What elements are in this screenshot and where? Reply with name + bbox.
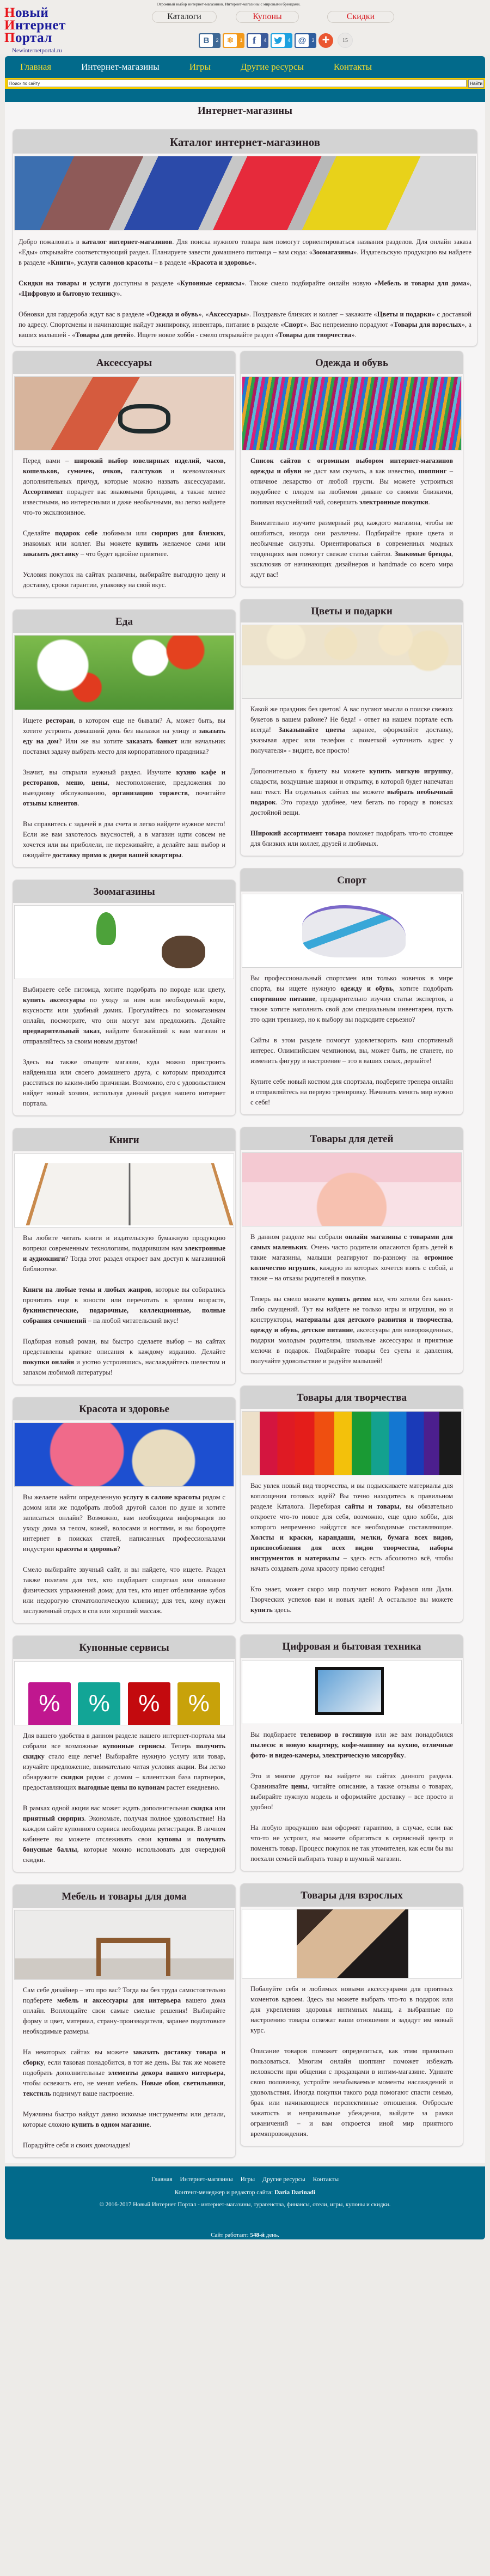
at-sign-icon: @ — [296, 34, 309, 47]
category-text — [241, 450, 463, 587]
category-title[interactable]: Купонные сервисы — [13, 1636, 235, 1659]
share-ok-button[interactable] — [223, 33, 244, 48]
nav-item-online-stores[interactable]: Интернет-магазины — [81, 62, 160, 72]
category-title[interactable]: Аксессуары — [13, 351, 235, 374]
share-count: 3 — [311, 38, 315, 43]
site-header — [0, 0, 490, 54]
percent-tag-icon: % — [177, 1682, 220, 1725]
share-count: 2 — [216, 38, 219, 43]
paragraph: Сам себе дизайнер – это про вас? Тогда вы без труда самостоятельно подберете мебель и аксессуары для интерьера вашего дома онлайн. Воплощайте свои самые смелые решения! Выбирайте форму и цвет, материал, страну-производителя, заранее подготовьте необходимые размеры. — [23, 1986, 225, 2035]
category-text — [241, 699, 463, 856]
paragraph: Здесь вы также отыщете магазин, куда можно пристроить найденыша или своего домашнего друга, с которым приходится расстаться по каким-либо причинам. Возможно, его с удовольствием найдет новый хозяин, используя данный раздел нашего интернет портала. — [23, 1058, 225, 1107]
editor-name: Daria Darinadi — [274, 2189, 316, 2196]
share-total-count: 15 — [338, 33, 353, 48]
paragraph: В данном разделе мы собрали онлайн магазины с товарами для самых маленьких. Очень часто родители опасаются брать детей в такие магазины, малыши реагируют по-разному на огромное количество игрушек, каждую из которых хочется взять с собой, а также – на отказы родителей в покупке. — [250, 1233, 453, 1282]
site-logo[interactable] — [4, 7, 66, 57]
share-count: 1 — [240, 38, 243, 43]
paragraph: Мужчины быстро найдут давно искомые инструменты или детали, которые сложно купить в одном магазине. — [23, 2110, 225, 2128]
sport-image[interactable] — [242, 894, 462, 968]
footer-link-online-stores[interactable]: Интернет-магазины — [180, 2176, 233, 2183]
share-bar — [199, 33, 353, 48]
beauty-image[interactable] — [14, 1423, 234, 1487]
category-title[interactable]: Цветы и подарки — [241, 600, 463, 622]
percent-tag-icon: % — [78, 1682, 120, 1725]
nav-links — [5, 56, 485, 78]
paragraph: Скидки на товары и услуги доступны в разделе «Купонные сервисы». Также смело подбирайте онлайн новую «Мебель и товары для дома», «Цифровую и бытовую технику». — [19, 279, 472, 297]
paragraph: Выбираете себе питомца, хотите подобрать по породе или цвету, купить аксессуары по уходу за ним или необходимый корм, вкусности или удобный домик. Прогуляйтесь по зоомагазинам онлайн, посмотрите, что они могут вам предложить. Делайте предварительный заказ, найдите ближайший к вам магазин и отправляйтесь за своим новым другом! — [23, 986, 225, 1045]
footer-link-home[interactable]: Главная — [151, 2176, 173, 2183]
category-title[interactable]: Еда — [13, 610, 235, 633]
category-sport[interactable] — [240, 868, 463, 1115]
food-image[interactable] — [14, 635, 234, 710]
category-title[interactable]: Товары для взрослых — [241, 1884, 463, 1907]
paragraph: Внимательно изучите размерный ряд каждого магазина, чтобы не ошибиться, иногда они различны. Подбирайте яркие цвета и необычные силуэты. Ориентироваться в современных модных тенденциях вам помогут свежие статьи сайтов. Знакомые бренды, эксклюзив от начинающих дизайнеров и handmade со всего мира ждут вас! — [250, 519, 453, 578]
logo-line — [4, 7, 66, 19]
category-books[interactable] — [13, 1128, 236, 1385]
paragraph: Теперь вы смело можете купить детям все, что хотели без каких-либо смущений. Тут вы найдете не только игры и игрушки, но и конструкторы, материалы для детского развития и творчества, одежду и обувь, детское питание, аксессуары для новорожденных, подарки молодым родителям, школьные аксессуары и приятные мелочи в подарок. Подбирайте товары без суеты и давления, получайте удовольствие и радуйте малышей! — [250, 1295, 453, 1365]
paragraph: Купите себе новый костюм для спортзала, подберите тренера онлайн и отправляйтесь на первую тренировку. Начинать менять мир нужно с себя! — [250, 1078, 453, 1106]
paragraph: Обновки для гардероба ждут вас в разделе «Одежда и обувь», «Аксессуары». Поздравьте близких и коллег – закажите «Цветы и подарки» с доставкой по адресу. Спортсмены и начинающие найдут экипировку, инвентарь, питание в разделе «Спорт». Вас непременно порадуют «Товары для взрослых», а ваших малышей - «Товары для детей». Ищете новое хобби - смело открывайте раздел «Товары для творчества». — [19, 310, 471, 339]
category-text — [241, 1724, 463, 1871]
paragraph: Вас увлек новый вид творчества, и вы подыскиваете материалы для воплощения готовых идей? Вы точно находитесь в правильном разделе Каталога. Перебирая сайты и товары, вы обязательно откроете что-то новое для себя, возможно, еще одно хобби, для которого непременно найдутся все необходимые составляющие. Холсты и краски, карандаши, мелки, бумага всех видов, приспособления для всех видов творчества, наборы инструментов и материалы – здесь есть абсолютно всё, чтобы начать создавать дома красоту прямо сегодня! — [250, 1482, 453, 1572]
share-more-button[interactable]: + — [318, 33, 333, 48]
category-title[interactable]: Спорт — [241, 869, 463, 892]
footer-editor — [5, 2189, 485, 2196]
odnoklassniki-icon: ⚛ — [224, 34, 237, 47]
category-clothes[interactable] — [240, 351, 463, 587]
footer-link-other-resources[interactable]: Другие ресурсы — [262, 2176, 305, 2183]
search-input[interactable] — [8, 80, 467, 87]
paragraph: Описание товаров поможет определиться, как этим правильно пользоваться. Многим онлайн шоппинг поможет избежать неловкости при общении с продавцами в интим-магазине. Удивите свою половинку, устройте незабываемые моменты наслаждений и удовольствия. Иногда покупки такого рода помогают спасти семью, брак или начинающиеся перспективные отношения. Отбросьте зажатость и неправильные убеждения, выйдите за рамки ограничений – и вам откроется иной мир приятного времяпровождения. — [250, 2047, 453, 2138]
logo-initial: И — [4, 18, 15, 33]
share-count: 4 — [264, 38, 267, 43]
paragraph: Ищете ресторан, в котором еще не бывали? А, может быть, вы хотите устроить домашний день без вылазки на улицу и заказать еду на дом? Или же вы хотите заказать банкет или начальник поставил задачу выбрать место для корпоративного праздника? — [23, 717, 226, 755]
art-supplies-image[interactable] — [242, 1411, 462, 1475]
category-accessories[interactable] — [13, 351, 236, 597]
category-title[interactable]: Товары для творчества — [241, 1386, 463, 1409]
category-coupons[interactable] — [13, 1635, 236, 1872]
category-text — [13, 979, 235, 1115]
category-pets[interactable] — [13, 880, 236, 1116]
share-twitter-button[interactable] — [271, 33, 292, 48]
page-title: Интернет-магазины — [198, 105, 292, 117]
footer-uptime — [5, 2232, 485, 2238]
uptime-suffix: день. — [264, 2232, 279, 2238]
category-text — [13, 1487, 235, 1623]
category-title[interactable]: Зоомагазины — [13, 880, 235, 903]
coupons-image[interactable] — [14, 1661, 234, 1725]
category-furniture[interactable] — [13, 1884, 236, 2158]
paragraph: Список сайтов с огромным выбором интернет-магазинов одежды и обуви не даст вам скучать, а как известно, шоппинг – отличное лекарство от любой грусти. Вы можете устроиться поудобнее с пледом на любимом диване со своими близкими, попивая вкуснейший чай, совершать электронные покупки. — [250, 457, 453, 506]
main-content — [5, 102, 485, 2163]
category-title[interactable]: Товары для детей — [241, 1127, 463, 1150]
percent-tag-icon: % — [128, 1682, 170, 1725]
logo-initial: Н — [4, 5, 15, 20]
category-art[interactable] — [240, 1385, 463, 1622]
editor-label: Контент-менеджер и редактор сайта: — [174, 2189, 275, 2196]
site-tagline: Огромный выбор интернет-магазинов. Интернет-магазины с мировыми брендами. — [157, 2, 301, 7]
paragraph: Вы желаете найти определенную услугу в салоне красоты рядом с домом или же подобрать любой другой салон по душе и хотите записаться онлайн? Возможно, вам необходима информация по уходу дома за телом, кожей, волосами и ногтями, и вы бороздите интернет в поисках статей, написанных профессионалами индустрии красоты и здоровья? — [23, 1493, 226, 1553]
paragraph: Кто знает, может скоро мир получит нового Рафаэля или Дали. Творческих успехов вам и новых идей! А остальное вы можете купить здесь. — [250, 1585, 453, 1614]
paragraph: Для вашего удобства в данном разделе нашего интернет-портала мы собрали все возможные купонные сервисы. Теперь получить скидку стало еще легче! Выбирайте нужную услугу или товар, изучайте предложение, внимательно читая условия акции. Вы легко обнаружите скидки рядом с домом – клиентская база партнеров, предоставляющих выгодные цены по купонам растет ежедневно. — [23, 1732, 225, 1791]
furniture-image[interactable] — [14, 1910, 234, 1980]
paragraph: Значит, вы открыли нужный раздел. Изучите кухню кафе и ресторанов, меню, цены, местоположение, предложения по выездному обслуживанию, организацию торжеств, почитайте отзывы клиентов. — [23, 768, 226, 807]
paragraph: Подбирая новый роман, вы быстро сделаете выбор – на сайтах представлены краткие описания к каждому изданию. Делайте покупки онлайн и уютно устроившись, наслаждайтесь шелестом и запахом любимой литературы! — [23, 1338, 225, 1376]
twitter-icon — [272, 34, 285, 47]
coupons-button[interactable]: Купоны — [236, 11, 299, 23]
uptime-label: Сайт работает: — [211, 2232, 250, 2238]
share-mailru-button[interactable] — [295, 33, 316, 48]
vk-icon: В — [200, 34, 213, 47]
paragraph: Книги на любые темы и любых жанров, которые вы собирались прочитать еще в юности или перечитать в зрелом возрасте, букинистические, подарочные, коллекционные, полные собрания сочинений – на любой читательский вкус! — [23, 1286, 225, 1324]
paragraph: Широкий ассортимент товара поможет подобрать что-то стоящее для близких или коллег, друзей и любимых. — [250, 829, 453, 847]
nav-item-contacts[interactable]: Контакты — [333, 62, 372, 72]
catalog-button[interactable]: Каталоги — [152, 11, 217, 23]
kids-image[interactable] — [242, 1152, 462, 1226]
flowers-image[interactable] — [242, 625, 462, 699]
logo-url: Newinternetportal.ru — [12, 47, 62, 54]
share-count: 4 — [287, 38, 291, 43]
category-title[interactable]: Мебель и товары для дома — [13, 1885, 235, 1908]
paragraph: В рамках одной акции вас может ждать дополнительная скидка или приятный сюрприз. Экономьте, получая полное удовольствие! На каждом сайте купонного сервиса необходима регистрация. В личном кабинете вы можете отслеживать свои купоны и получать бонусные баллы, которые можно использовать для очередной скидки. — [23, 1804, 225, 1864]
paragraph: Порадуйте себя и своих домочадцев! — [23, 2141, 131, 2149]
category-adult[interactable] — [240, 1883, 463, 2146]
category-tech[interactable] — [240, 1634, 463, 1871]
site-footer — [5, 2166, 485, 2239]
category-text — [13, 450, 235, 597]
nav-item-games[interactable]: Игры — [189, 62, 211, 72]
logo-line — [4, 19, 66, 32]
category-beauty[interactable] — [13, 1397, 236, 1623]
category-text — [241, 1979, 463, 2146]
category-text — [13, 710, 235, 867]
main-nav — [5, 56, 485, 102]
paragraph: Это и многое другое вы найдете на сайтах данного раздела. Сравнивайте цены, читайте описание, а также отзывы о товарах, выбирайте нужную модель и оформляйте доставку – все просто и удобно! — [250, 1772, 453, 1811]
logo-initial: П — [4, 30, 15, 45]
paragraph: Вы любите читать книги и издательскую бумажную продукцию вопреки современным технологиям, подарившим нам электронные и аудиокниги? Тогда этот раздел откроет вам доступ к магазинной библиотеке. — [23, 1234, 226, 1273]
search-button[interactable]: Найти — [468, 80, 484, 88]
accessories-image[interactable] — [14, 376, 234, 450]
category-food[interactable] — [13, 609, 236, 868]
category-text — [241, 968, 463, 1114]
paragraph: Условия покупок на сайтах различны, выбирайте выгодную цену и доставку, сроки гарантии, упаковку на свой вкус. — [23, 571, 225, 589]
category-text — [13, 1725, 235, 1872]
right-column — [240, 351, 463, 2146]
books-image[interactable] — [14, 1153, 234, 1228]
category-title[interactable]: Цифровая и бытовая техника — [241, 1635, 463, 1658]
category-text — [13, 1228, 235, 1384]
panel-text — [13, 230, 477, 346]
category-title[interactable]: Книги — [13, 1128, 235, 1151]
paragraph: Вы профессиональный спортсмен или только новичок в мире спорта, вы ищете нужную одежду и обувь, хотите подобрать спортивное питание, предварительно изучив статьи экспертов, а также хотите наполнить свой дом специальным инвентарем, пусть это один тренажер, но к выбору вы подходите серьезно? — [250, 974, 453, 1023]
paragraph: Сайты в этом разделе помогут удовлетворить ваш спортивный интерес. Олимпийским чемпионом, вы, может быть, не станете, но изменить фигуру и настроение – это в ваших силах, дерзайте! — [250, 1036, 453, 1065]
footer-copyright: © 2016-2017 Новый Интернет Портал - интернет-магазины, турагенства, финансы, отели, игры, купоны и скидки. — [99, 2201, 391, 2208]
category-grid — [13, 351, 477, 2158]
paragraph: Смело выбирайте звучный сайт, и вы найдете, что ищете. Раздел также полезен для тех, кто подбирает спортзал или описание физических упражнений дома; для тех, кто ищет отбеливание зубов или недорогую стоматологическую клинику; для тех, кому нужен заслуженный отдых в спа или хороший массаж. — [23, 1566, 225, 1615]
clothes-image[interactable] — [242, 376, 462, 450]
nav-item-home[interactable]: Главная — [20, 62, 52, 72]
logo-word: ортал — [15, 30, 52, 45]
pets-image[interactable] — [14, 905, 234, 979]
adult-image[interactable] — [242, 1909, 462, 1979]
paragraph: На некоторых сайтах вы можете заказать доставку товара и сборку, если таковая понадобится, в тот же день. Вы так же можете подобрать дополнительные элементы декора вашего интерьера, чтобы освежить его, не меняя мебель. Новые обои, светильники, текстиль поднимут ваше настроение. — [23, 2048, 226, 2097]
left-column — [13, 351, 236, 2158]
logo-word: нтернет — [15, 18, 66, 33]
category-text — [241, 1226, 463, 1373]
uptime-value: 548-й — [250, 2232, 265, 2238]
paragraph: Какой же праздник без цветов! А вас пугают мысли о поиске свежих букетов в вашем районе? Не беда! - ответ на нашем портале есть всегда! Заказывайте цветы заранее, оформляйте доставку, указывая адрес или телефон с пометкой «уточнить адрес у получателя» - видите, все просто! — [250, 705, 453, 754]
nav-item-other-resources[interactable]: Другие ресурсы — [240, 62, 304, 72]
footer-link-contacts[interactable]: Контакты — [313, 2176, 339, 2183]
percent-tag-icon: % — [28, 1682, 71, 1725]
paragraph: Дополнительно к букету вы можете купить мягкую игрушку, сладости, воздушные шарики и открытку, в которой будет напечатан ваш текст. На отдельных сайтах вы можете выбрать необычный подарок. Это гораздо удобнее, чем бегать по городу в поисках достойной вещи. — [250, 767, 454, 816]
footer-nav — [5, 2174, 485, 2184]
logo-line — [4, 32, 66, 44]
search-bar — [5, 78, 485, 89]
electronics-image[interactable] — [242, 1660, 462, 1724]
discounts-button[interactable]: Скидки — [327, 11, 394, 23]
paragraph: Перед вами – широкий выбор ювелирных изделий, часов, кошельков, сумочек, очков, галстуков и всевозможных дополнительных причуд, которые можно назвать аксессуарами. Ассортимент порадует вас знакомыми брендами, а также менее известными, но интересными и даже необычными, вы легко найдете что-то эксклюзивное. — [23, 457, 225, 516]
footer-link-games[interactable]: Игры — [240, 2176, 255, 2183]
magazines-image — [14, 156, 476, 230]
category-flowers[interactable] — [240, 599, 463, 856]
paragraph: Вы подбираете телевизор в гостиную или же вам понадобился пылесос в новую квартиру, кофе-машину на кухню, отличные фото- и видео-камеры, электрическую мясорубку. — [250, 1731, 453, 1759]
catalog-intro-panel — [13, 129, 477, 346]
category-kids[interactable] — [240, 1127, 463, 1374]
category-text — [241, 1475, 463, 1622]
category-text — [13, 1980, 235, 2157]
share-facebook-button[interactable] — [247, 33, 268, 48]
panel-title: Каталог интернет-магазинов — [13, 130, 477, 154]
paragraph: Добро пожаловать в каталог интернет-магазинов. Для поиска нужного товара вам помогут сориентироваться названия разделов. Для онлайн заказа «Еды» открывайте соответствующий раздел. Планируете завести домашнего питомца – вам сюда: «Зоомагазины». Издательскую продукцию вы найдете в разделе «Книги», услуги салонов красоты – в разделе «Красота и здоровье». — [19, 238, 472, 266]
paragraph: Сделайте подарок себе любимым или сюрприз для близких, знакомых или коллег. Вы можете купить желаемое сами или заказать доставку – что будет вдвойне приятнее. — [23, 529, 225, 558]
paragraph: На любую продукцию вам оформят гарантию, в случае, если вас что-то не устроит, вы можете обратиться в сервисный центр и поменять товар. Процесс покупок не так утомителен, как если бы вы поехали семьей выбирать товар в шумный магазин. — [250, 1824, 453, 1863]
facebook-icon: f — [248, 34, 261, 47]
category-title[interactable]: Одежда и обувь — [241, 351, 463, 374]
logo-word: овый — [15, 5, 49, 20]
category-title[interactable]: Красота и здоровье — [13, 1397, 235, 1420]
paragraph: Побалуйте себя и любимых новыми аксессуарами для приятных моментов вдвоем. Здесь вы можете выбрать что-то в подарок или для укрепления здоровья интимных мышц, а выбранные по настроению товары освежат ваши отношения и зададут им новый курс. — [250, 1985, 453, 2034]
share-vk-button[interactable] — [199, 33, 220, 48]
paragraph: Вы справитесь с задачей в два счета и легко найдете нужное место! Если же вам захотелось вкусностей, а в магазин идти совсем не хочется или вы приболели, не переживайте, а делайте ваш выбор и ожидайте доставку прямо к двери вашей квартиры. — [23, 820, 225, 859]
